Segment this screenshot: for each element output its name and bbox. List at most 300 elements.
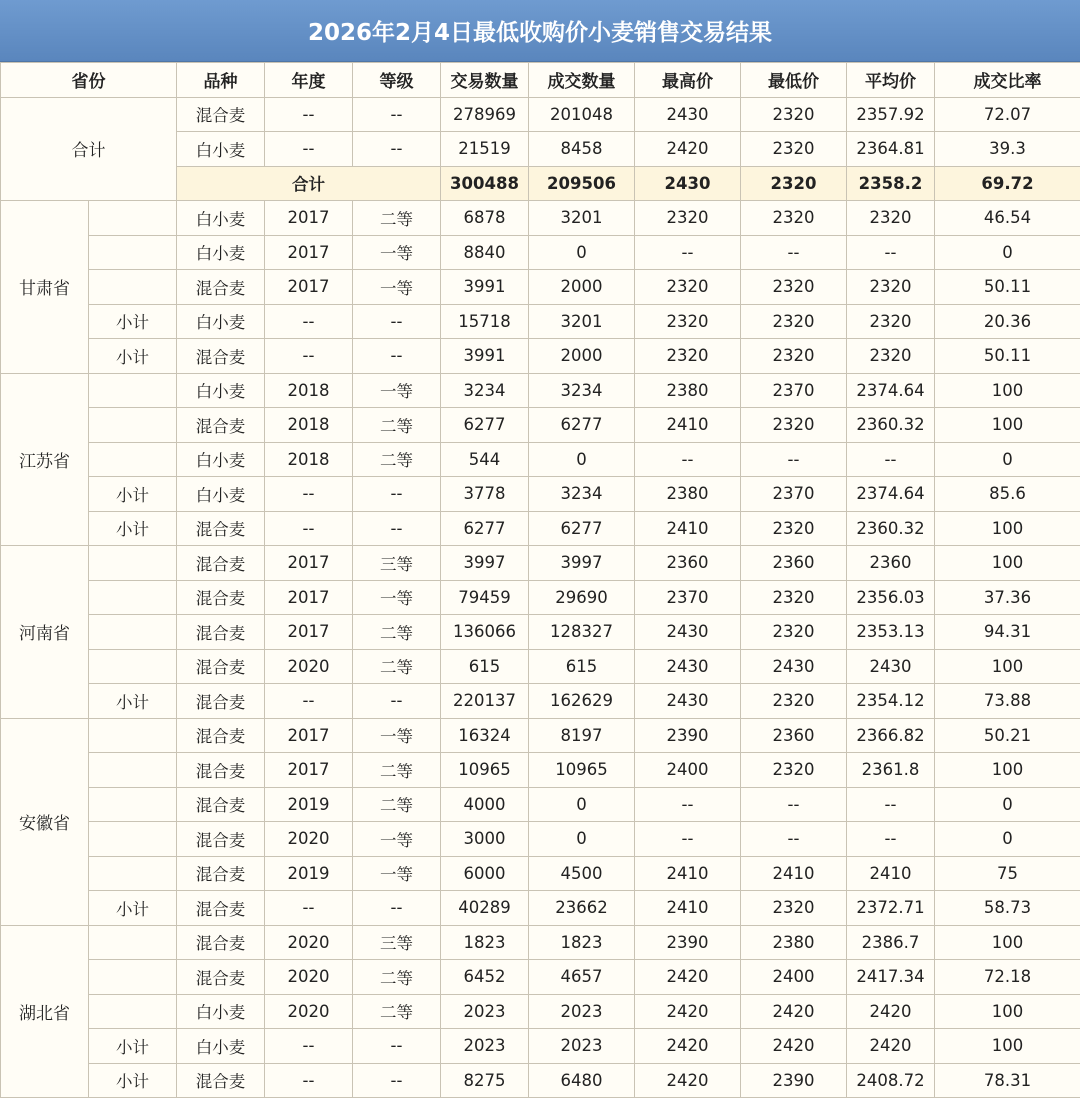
cell-min-price: 2320 [741,891,847,926]
cell-variety: 混合麦 [177,787,265,822]
cell-min-price: 2420 [741,994,847,1029]
cell-trade-qty: 21519 [441,132,529,167]
cell-deal-qty: 128327 [529,615,635,650]
cell-max-price: 2320 [635,270,741,305]
table-row [1,1063,1080,1098]
cell-variety: 混合麦 [177,925,265,960]
cell-variety: 混合麦 [177,822,265,857]
cell-deal-qty: 6277 [529,408,635,443]
cell-deal-qty: 3201 [529,304,635,339]
subtotal-label: 小计 [89,511,177,546]
cell-deal-ratio: 100 [935,649,1080,684]
cell-trade-qty: 1823 [441,925,529,960]
cell-year: 2018 [265,373,353,408]
cell-deal-ratio: 50.11 [935,339,1080,374]
cell-deal-qty: 615 [529,649,635,684]
cell-grade: 二等 [353,201,441,236]
cell-trade-qty: 16324 [441,718,529,753]
cell-trade-qty: 300488 [441,166,529,201]
cell-year: -- [265,132,353,167]
cell-avg-price: 2358.2 [847,166,935,201]
cell-deal-ratio: 100 [935,373,1080,408]
cell-avg-price: 2408.72 [847,1063,935,1098]
cell-min-price: 2380 [741,925,847,960]
cell-grade: -- [353,132,441,167]
table-row [1,408,1080,443]
cell-max-price: 2410 [635,408,741,443]
cell-year: 2017 [265,201,353,236]
cell-trade-qty: 6878 [441,201,529,236]
header-variety: 品种 [177,63,265,98]
cell-deal-ratio: 69.72 [935,166,1080,201]
province-name: 河南省 [1,546,89,719]
cell-avg-price: 2374.64 [847,477,935,512]
cell-variety: 混合麦 [177,511,265,546]
cell-variety: 混合麦 [177,408,265,443]
cell-grade: 二等 [353,615,441,650]
cell-trade-qty: 15718 [441,304,529,339]
cell-grade: 一等 [353,822,441,857]
cell-empty [89,649,177,684]
cell-year: 2019 [265,856,353,891]
subtotal-label: 小计 [89,477,177,512]
cell-deal-ratio: 73.88 [935,684,1080,719]
subtotal-label: 小计 [89,891,177,926]
cell-trade-qty: 220137 [441,684,529,719]
table-row [1,925,1080,960]
cell-avg-price: 2366.82 [847,718,935,753]
cell-deal-ratio: 39.3 [935,132,1080,167]
subtotal-label: 小计 [89,304,177,339]
cell-empty [89,925,177,960]
cell-avg-price: 2417.34 [847,960,935,995]
cell-trade-qty: 40289 [441,891,529,926]
province-name: 安徽省 [1,718,89,925]
cell-grade: 三等 [353,546,441,581]
cell-variety: 白小麦 [177,235,265,270]
cell-min-price: 2370 [741,373,847,408]
table-row [1,339,1080,374]
cell-grade: -- [353,1063,441,1098]
cell-grade: 二等 [353,994,441,1029]
cell-grade: -- [353,511,441,546]
cell-avg-price: 2361.8 [847,753,935,788]
cell-variety: 白小麦 [177,477,265,512]
cell-year: 2020 [265,925,353,960]
cell-deal-qty: 3997 [529,546,635,581]
cell-grade: -- [353,97,441,132]
cell-year: 2018 [265,442,353,477]
cell-deal-qty: 3234 [529,477,635,512]
cell-empty [89,718,177,753]
header-province: 省份 [1,63,177,98]
table-row [1,649,1080,684]
cell-trade-qty: 615 [441,649,529,684]
cell-deal-qty: 2023 [529,1029,635,1064]
header-avg-price: 平均价 [847,63,935,98]
cell-avg-price: 2372.71 [847,891,935,926]
cell-grade: 二等 [353,442,441,477]
cell-min-price: 2320 [741,339,847,374]
cell-avg-price: 2360.32 [847,511,935,546]
cell-deal-qty: 8197 [529,718,635,753]
cell-avg-price: 2386.7 [847,925,935,960]
cell-deal-ratio: 0 [935,787,1080,822]
cell-trade-qty: 2023 [441,1029,529,1064]
cell-min-price: 2320 [741,97,847,132]
table-row [1,718,1080,753]
table-row [1,787,1080,822]
cell-min-price: 2320 [741,580,847,615]
subtotal-label: 小计 [89,1029,177,1064]
cell-deal-qty: 23662 [529,891,635,926]
cell-max-price: 2390 [635,925,741,960]
cell-deal-qty: 4657 [529,960,635,995]
cell-deal-qty: 2023 [529,994,635,1029]
cell-empty [89,201,177,236]
cell-max-price: 2420 [635,132,741,167]
cell-deal-ratio: 72.07 [935,97,1080,132]
cell-min-price: 2320 [741,684,847,719]
cell-deal-ratio: 100 [935,994,1080,1029]
cell-trade-qty: 4000 [441,787,529,822]
province-name: 湖北省 [1,925,89,1098]
province-name: 甘肃省 [1,201,89,374]
cell-year: -- [265,684,353,719]
cell-grade: 二等 [353,408,441,443]
cell-max-price: 2320 [635,201,741,236]
cell-deal-qty: 6277 [529,511,635,546]
header-row [1,63,1080,98]
cell-variety: 混合麦 [177,546,265,581]
table-header [1,63,1080,98]
cell-variety: 白小麦 [177,201,265,236]
cell-grade: 二等 [353,753,441,788]
cell-grade: 一等 [353,856,441,891]
cell-deal-qty: 4500 [529,856,635,891]
cell-deal-qty: 6480 [529,1063,635,1098]
table-row [1,442,1080,477]
table-row [1,615,1080,650]
cell-trade-qty: 6452 [441,960,529,995]
cell-empty [89,580,177,615]
cell-year: 2019 [265,787,353,822]
cell-variety: 混合麦 [177,753,265,788]
cell-max-price: 2380 [635,477,741,512]
table-row [1,684,1080,719]
cell-deal-qty: 201048 [529,97,635,132]
cell-variety: 混合麦 [177,97,265,132]
cell-deal-ratio: 78.31 [935,1063,1080,1098]
cell-min-price: 2360 [741,718,847,753]
cell-max-price: 2420 [635,1029,741,1064]
cell-min-price: 2430 [741,649,847,684]
cell-grade: -- [353,891,441,926]
cell-avg-price: 2420 [847,1029,935,1064]
cell-grade: 二等 [353,649,441,684]
cell-trade-qty: 6277 [441,408,529,443]
table-row [1,235,1080,270]
cell-min-price: 2360 [741,546,847,581]
cell-deal-qty: 209506 [529,166,635,201]
cell-variety: 混合麦 [177,1063,265,1098]
cell-max-price: -- [635,822,741,857]
cell-deal-qty: 8458 [529,132,635,167]
page-title: 2026年2月4日最低收购价小麦销售交易结果 [0,0,1080,62]
table-row [1,580,1080,615]
cell-grade: -- [353,304,441,339]
cell-deal-ratio: 100 [935,1029,1080,1064]
cell-avg-price: -- [847,822,935,857]
cell-grade: -- [353,477,441,512]
cell-empty [89,235,177,270]
cell-grade: -- [353,684,441,719]
cell-avg-price: -- [847,442,935,477]
cell-variety: 混合麦 [177,580,265,615]
cell-trade-qty: 136066 [441,615,529,650]
cell-deal-qty: 0 [529,822,635,857]
cell-deal-ratio: 20.36 [935,304,1080,339]
cell-year: 2017 [265,718,353,753]
header-max-price: 最高价 [635,63,741,98]
cell-year: 2017 [265,580,353,615]
cell-year: 2020 [265,822,353,857]
cell-min-price: 2390 [741,1063,847,1098]
cell-max-price: 2320 [635,304,741,339]
cell-max-price: 2390 [635,718,741,753]
province-name: 江苏省 [1,373,89,546]
cell-avg-price: 2430 [847,649,935,684]
cell-deal-qty: 2000 [529,339,635,374]
cell-empty [89,960,177,995]
cell-grade: -- [353,339,441,374]
header-grade: 等级 [353,63,441,98]
header-min-price: 最低价 [741,63,847,98]
cell-trade-qty: 3991 [441,270,529,305]
cell-avg-price: 2364.81 [847,132,935,167]
cell-min-price: -- [741,235,847,270]
cell-max-price: -- [635,787,741,822]
cell-max-price: 2320 [635,339,741,374]
cell-max-price: 2410 [635,511,741,546]
cell-variety: 混合麦 [177,891,265,926]
cell-avg-price: 2356.03 [847,580,935,615]
cell-max-price: 2410 [635,891,741,926]
cell-deal-qty: 2000 [529,270,635,305]
table-row [1,477,1080,512]
cell-min-price: 2400 [741,960,847,995]
cell-max-price: 2430 [635,684,741,719]
cell-trade-qty: 3000 [441,822,529,857]
cell-avg-price: 2354.12 [847,684,935,719]
cell-variety: 混合麦 [177,339,265,374]
cell-variety: 白小麦 [177,1029,265,1064]
cell-deal-qty: 0 [529,442,635,477]
cell-empty [89,546,177,581]
cell-deal-ratio: 100 [935,408,1080,443]
cell-max-price: -- [635,442,741,477]
cell-year: 2017 [265,615,353,650]
cell-deal-qty: 10965 [529,753,635,788]
cell-deal-ratio: 85.6 [935,477,1080,512]
cell-variety: 混合麦 [177,649,265,684]
table-row [1,856,1080,891]
cell-avg-price: 2353.13 [847,615,935,650]
cell-avg-price: 2420 [847,994,935,1029]
cell-year: 2017 [265,235,353,270]
cell-max-price: 2430 [635,97,741,132]
cell-trade-qty: 544 [441,442,529,477]
cell-variety: 混合麦 [177,960,265,995]
cell-max-price: 2380 [635,373,741,408]
cell-year: 2020 [265,649,353,684]
table-row [1,1029,1080,1064]
cell-empty [89,856,177,891]
cell-deal-qty: 162629 [529,684,635,719]
header-trade-qty: 交易数量 [441,63,529,98]
cell-grade: 一等 [353,580,441,615]
cell-max-price: -- [635,235,741,270]
cell-trade-qty: 3778 [441,477,529,512]
cell-grade: 一等 [353,718,441,753]
table-row [1,994,1080,1029]
header-deal-qty: 成交数量 [529,63,635,98]
cell-min-price: 2320 [741,132,847,167]
cell-trade-qty: 2023 [441,994,529,1029]
cell-deal-ratio: 0 [935,442,1080,477]
cell-trade-qty: 10965 [441,753,529,788]
cell-deal-ratio: 100 [935,546,1080,581]
cell-year: -- [265,1029,353,1064]
cell-empty [89,753,177,788]
cell-min-price: 2320 [741,201,847,236]
cell-min-price: 2320 [741,408,847,443]
cell-empty [89,408,177,443]
cell-trade-qty: 8840 [441,235,529,270]
cell-variety: 混合麦 [177,856,265,891]
cell-max-price: 2370 [635,580,741,615]
cell-min-price: 2410 [741,856,847,891]
cell-avg-price: 2320 [847,270,935,305]
cell-deal-ratio: 0 [935,822,1080,857]
cell-year: 2017 [265,546,353,581]
cell-deal-ratio: 50.21 [935,718,1080,753]
cell-deal-ratio: 58.73 [935,891,1080,926]
cell-year: -- [265,97,353,132]
cell-trade-qty: 8275 [441,1063,529,1098]
cell-deal-qty: 3234 [529,373,635,408]
table-row [1,97,1080,132]
cell-avg-price: 2357.92 [847,97,935,132]
cell-year: -- [265,1063,353,1098]
cell-year: -- [265,477,353,512]
table-row [1,270,1080,305]
total-label: 合计 [177,166,441,201]
table-row [1,201,1080,236]
cell-year: 2020 [265,994,353,1029]
cell-grade: 一等 [353,373,441,408]
cell-max-price: 2400 [635,753,741,788]
cell-deal-qty: 0 [529,235,635,270]
cell-empty [89,270,177,305]
cell-deal-ratio: 37.36 [935,580,1080,615]
header-deal-ratio: 成交比率 [935,63,1080,98]
cell-variety: 混合麦 [177,270,265,305]
cell-min-price: 2420 [741,1029,847,1064]
cell-avg-price: 2374.64 [847,373,935,408]
cell-max-price: 2430 [635,615,741,650]
subtotal-label: 小计 [89,684,177,719]
cell-grade: 二等 [353,787,441,822]
header-year: 年度 [265,63,353,98]
subtotal-label: 小计 [89,339,177,374]
cell-avg-price: 2320 [847,339,935,374]
cell-min-price: -- [741,822,847,857]
cell-trade-qty: 278969 [441,97,529,132]
cell-variety: 白小麦 [177,132,265,167]
cell-min-price: 2370 [741,477,847,512]
cell-variety: 混合麦 [177,615,265,650]
cell-trade-qty: 79459 [441,580,529,615]
cell-empty [89,994,177,1029]
summary-label: 合计 [1,97,177,201]
cell-avg-price: 2360 [847,546,935,581]
cell-avg-price: 2360.32 [847,408,935,443]
cell-deal-ratio: 72.18 [935,960,1080,995]
table-body [1,97,1080,1098]
cell-variety: 白小麦 [177,442,265,477]
cell-max-price: 2360 [635,546,741,581]
cell-year: 2018 [265,408,353,443]
cell-grade: -- [353,1029,441,1064]
cell-empty [89,822,177,857]
table-row [1,753,1080,788]
cell-avg-price: 2320 [847,304,935,339]
cell-trade-qty: 6000 [441,856,529,891]
cell-empty [89,787,177,822]
table-row [1,373,1080,408]
cell-deal-ratio: 100 [935,511,1080,546]
cell-max-price: 2410 [635,856,741,891]
cell-min-price: 2320 [741,304,847,339]
cell-min-price: -- [741,787,847,822]
cell-deal-ratio: 100 [935,925,1080,960]
results-table [0,62,1080,1098]
cell-trade-qty: 6277 [441,511,529,546]
cell-year: -- [265,511,353,546]
cell-deal-ratio: 0 [935,235,1080,270]
cell-deal-qty: 3201 [529,201,635,236]
cell-grade: 二等 [353,960,441,995]
cell-grade: 一等 [353,235,441,270]
table-row [1,960,1080,995]
cell-trade-qty: 3234 [441,373,529,408]
cell-year: -- [265,339,353,374]
cell-avg-price: -- [847,235,935,270]
cell-trade-qty: 3991 [441,339,529,374]
cell-variety: 白小麦 [177,994,265,1029]
table-row [1,822,1080,857]
cell-variety: 混合麦 [177,684,265,719]
cell-deal-ratio: 94.31 [935,615,1080,650]
cell-empty [89,373,177,408]
table-row [1,546,1080,581]
cell-grade: 一等 [353,270,441,305]
cell-year: 2017 [265,753,353,788]
subtotal-label: 小计 [89,1063,177,1098]
cell-deal-qty: 1823 [529,925,635,960]
cell-min-price: 2320 [741,166,847,201]
